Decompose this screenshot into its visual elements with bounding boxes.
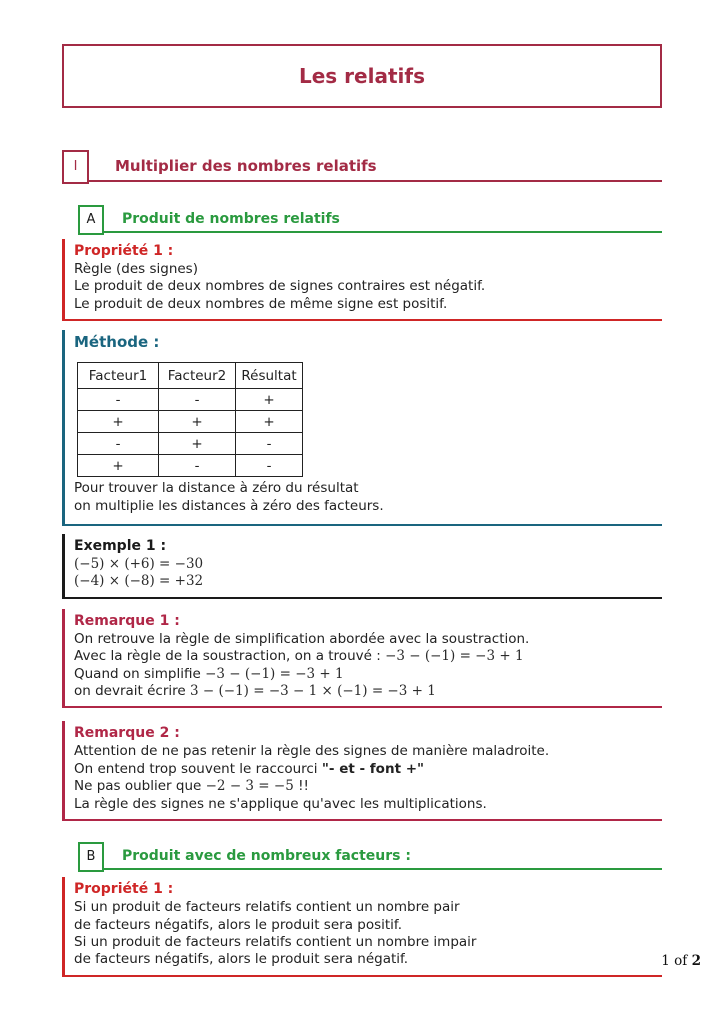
remark-2-line: La règle des signes ne s'applique qu'avec les multiplications. [74, 795, 487, 812]
title-box [62, 44, 662, 108]
remark-2-line [74, 761, 662, 778]
section-letter-box-A [78, 205, 104, 235]
section-label-I: Multiplier des nombres relatifs [115, 157, 377, 175]
remark-2-line: Attention de ne pas retenir la règle des signes de manière maladroite. [74, 743, 550, 760]
table-cell: - [78, 433, 159, 455]
section-heading-A [78, 203, 662, 233]
table-row [78, 389, 303, 411]
table-cell: - [236, 455, 303, 477]
section-letter-A: A [86, 212, 96, 227]
section-letter-B: B [86, 849, 96, 865]
property-block-1 [62, 239, 662, 321]
remark-1-math: 3 − (−1) = −3 − 1 × (−1) = −3 + 1 [190, 683, 436, 700]
table-header-cell: Résultat [236, 363, 303, 389]
example-math-line: (−5) × (+6) = −30 [74, 556, 204, 573]
remark-1-line [74, 683, 662, 700]
remark-block-2 [62, 721, 662, 821]
section-label-A: Produit de nombres relatifs [122, 211, 340, 227]
remark-1-line [74, 666, 662, 683]
page-number [661, 953, 701, 969]
table-row [78, 455, 303, 477]
document-title: Les relatifs [299, 64, 425, 88]
table-header-row [78, 363, 303, 389]
remark-2-text: Ne pas oublier que [74, 778, 206, 795]
section-letter-box-I [62, 150, 89, 184]
remark-2-line [74, 778, 662, 795]
document-page [62, 0, 662, 977]
method-line: Pour trouver la distance à zéro du résultat [74, 480, 359, 497]
table-cell: - [236, 433, 303, 455]
property-2-heading: Propriété 1 : [74, 881, 174, 898]
table-cell: + [78, 455, 159, 477]
remark-1-line [74, 648, 662, 665]
remark-2-bold: "- et - font +" [321, 760, 425, 777]
page-number-total: 2 [691, 953, 701, 969]
method-block [62, 330, 662, 526]
table-cell: + [159, 411, 236, 433]
example-math-line: (−4) × (−8) = +32 [74, 573, 204, 590]
remark-1-line: On retrouve la règle de simplification abordée avec la soustraction. [74, 630, 530, 647]
property-2-line: Si un produit de facteurs relatifs contient un nombre impair [74, 933, 477, 950]
table-header-cell: Facteur2 [159, 363, 236, 389]
remark-2-heading: Remarque 2 : [74, 725, 180, 742]
property-2-line: Si un produit de facteurs relatifs contient un nombre pair [74, 899, 460, 916]
remark-1-text: Quand on simplifie [74, 665, 206, 682]
method-heading: Méthode : [74, 333, 160, 352]
section-heading-B [78, 840, 662, 870]
page-number-prefix: 1 of [661, 953, 692, 969]
remark-block-1 [62, 609, 662, 709]
table-cell: + [159, 433, 236, 455]
remark-1-math: −3 − (−1) = −3 + 1 [205, 665, 344, 682]
section-letter-I: I [73, 159, 78, 174]
example-block [62, 534, 662, 599]
property-1-heading: Propriété 1 : [74, 243, 174, 259]
remark-1-heading: Remarque 1 : [74, 612, 180, 629]
table-cell: + [236, 411, 303, 433]
method-line: on multiplie les distances à zéro des facteurs. [74, 497, 384, 514]
table-cell: - [159, 389, 236, 411]
section-heading-I [62, 148, 662, 182]
remark-1-math: −3 − (−1) = −3 + 1 [385, 648, 524, 665]
property-2-line: de facteurs négatifs, alors le produit sera négatif. [74, 951, 409, 968]
table-cell: + [78, 411, 159, 433]
section-label-B: Produit avec de nombreux facteurs : [122, 848, 411, 865]
property-1-line: Règle (des signes) [74, 261, 198, 277]
remark-2-suffix: !! [293, 778, 309, 795]
table-cell: - [159, 455, 236, 477]
section-letter-box-B [78, 842, 104, 872]
remark-1-text: Avec la règle de la soustraction, on a trouvé : [74, 648, 386, 665]
property-block-2 [62, 877, 662, 977]
remark-2-math: −2 − 3 = −5 [205, 778, 294, 795]
table-cell: + [236, 389, 303, 411]
table-header-cell: Facteur1 [78, 363, 159, 389]
property-1-line: Le produit de deux nombres de signes contraires est négatif. [74, 278, 486, 295]
sign-rule-table [77, 362, 303, 477]
example-heading: Exemple 1 : [74, 538, 167, 555]
table-row [78, 433, 303, 455]
remark-2-text: On entend trop souvent le raccourci [74, 760, 322, 777]
remark-1-text: on devrait écrire [74, 683, 191, 700]
property-1-line: Le produit de deux nombres de même signe est positif. [74, 295, 448, 312]
table-cell: - [78, 389, 159, 411]
property-2-line: de facteurs négatifs, alors le produit sera positif. [74, 916, 402, 933]
table-row [78, 411, 303, 433]
